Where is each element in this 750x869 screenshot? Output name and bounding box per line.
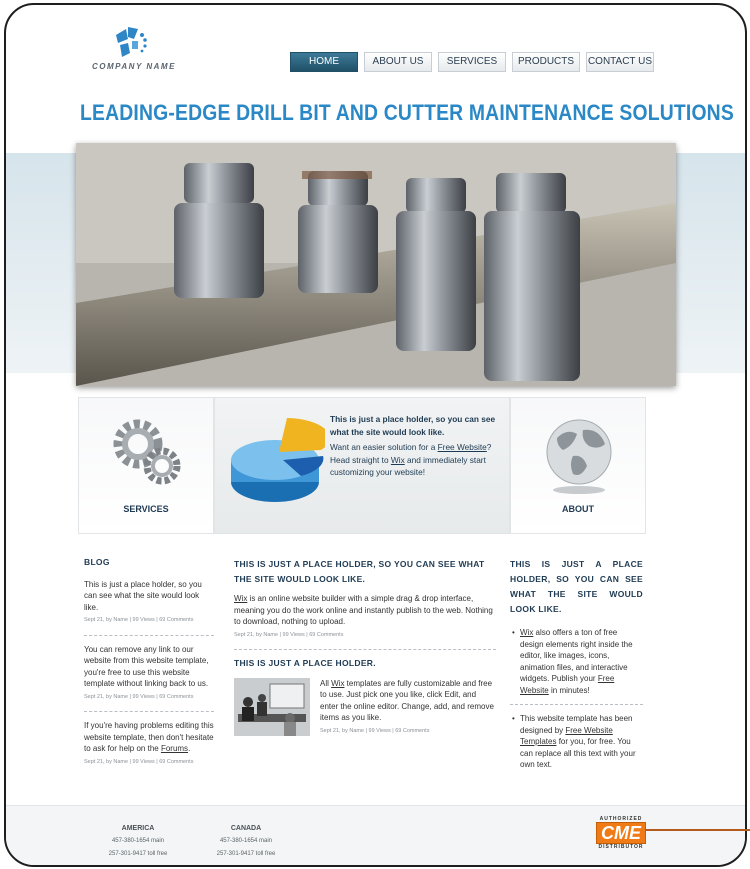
footer-america-tollfree: 257-301-9417 toll free	[108, 851, 168, 857]
footer-america-main: 457-380-1654 main	[111, 838, 165, 844]
blog-post-text	[84, 720, 214, 755]
blog-post-text-a: If you're having problems editing this website template, then don't hesitate to ask for help on the	[84, 721, 214, 753]
center-title-1: THIS IS JUST A PLACE HOLDER, SO YOU CAN SEE WHAT THE SITE WOULD LOOK LIKE.	[234, 559, 485, 584]
center-article	[234, 678, 496, 738]
badge-top-text: AUTHORIZED	[599, 816, 643, 822]
footer-america-title: AMERICA	[121, 825, 155, 832]
company-logo[interactable]	[92, 25, 212, 75]
footer-canada	[206, 822, 286, 861]
free-website-link[interactable]: Free Website	[437, 442, 487, 452]
page-headline: LEADING-EDGE DRILL BIT AND CUTTER MAINTENANCE SOLUTIONS	[80, 100, 734, 125]
wix-link[interactable]: Wix	[331, 678, 345, 688]
divider	[510, 704, 643, 705]
nav-services[interactable]: SERVICES	[438, 52, 506, 72]
footer	[6, 805, 745, 866]
right-bullet-1	[510, 627, 643, 696]
center-paragraph-2-text-b: templates are fully customizable and free to use. Just pick one you like, click Edit, and enter the online editor. Change, add, and remove items as you like.	[320, 678, 494, 722]
center-paragraph-2-text-a: All	[320, 678, 332, 688]
wix-link[interactable]: Wix	[390, 454, 405, 465]
bullet: •	[512, 628, 515, 637]
blog-post-2	[84, 644, 214, 704]
post-meta: Sept 21, by Name | 99 Views | 69 Comments	[84, 617, 194, 623]
footer-canada-title: CANADA	[230, 825, 262, 832]
feature-title: This is just a place holder, so you can see what the site would look like.	[330, 414, 496, 437]
services-label: SERVICES	[123, 504, 169, 514]
footer-canada-main: 457-380-1654 main	[219, 838, 273, 844]
feature-text-1: Want an easier solution for a	[330, 442, 438, 452]
nav-contact-us[interactable]: CONTACT US	[586, 52, 654, 72]
divider	[234, 649, 496, 650]
divider	[84, 711, 214, 712]
footer-america	[98, 822, 178, 861]
free-website-templates-link[interactable]: Free Website Templates	[520, 725, 613, 746]
nav-about-us[interactable]: ABOUT US	[364, 52, 432, 72]
center-title-2: THIS IS JUST A PLACE HOLDER.	[234, 658, 376, 668]
center-paragraph-1-text: is an online website builder with a simple drag & drop interface, meaning you do the work online and instantly publish to the web. Nothing to download, nothing to upload.	[234, 594, 493, 626]
blog-post-1	[84, 579, 214, 627]
feature-panel	[214, 397, 510, 534]
page-frame	[4, 3, 747, 867]
divider	[84, 635, 214, 636]
center-paragraph-2-body	[320, 678, 496, 724]
blog-post-text: You can remove any link to our website from this website template, you're free to use this website template without linking back to us.	[84, 644, 209, 688]
cme-distributor-badge	[596, 816, 646, 858]
right-title: THIS IS JUST A PLACE HOLDER, SO YOU CAN SEE WHAT THE SITE WOULD LOOK LIKE.	[510, 559, 643, 614]
services-panel[interactable]	[78, 397, 214, 534]
feature-text	[330, 413, 500, 479]
meeting-photo	[234, 678, 310, 736]
right-bullet-2-end: for you, for free. You can replace all this text with your own text.	[520, 737, 636, 769]
company-name: COMPANY NAME	[92, 62, 176, 71]
center-column	[234, 557, 496, 737]
about-label: ABOUT	[562, 504, 594, 514]
feature-body	[330, 441, 500, 479]
bullet: •	[512, 714, 515, 723]
blog-post-text-b: .	[188, 744, 191, 753]
blog-title: BLOG	[84, 557, 110, 567]
post-meta: Sept 21, by Name | 99 Views | 69 Comments	[84, 693, 194, 700]
free-website-link[interactable]: Free Website	[520, 674, 615, 695]
center-paragraph-1	[234, 593, 496, 628]
hero-photo-drill-bits	[76, 143, 676, 386]
right-bullet-1-text: also offers a ton of free design elements right inside the editor, like images, icons, animation files, and interactive widgets. Publish your	[520, 628, 633, 683]
right-bullet-2-text: This website template has been designed by	[520, 714, 633, 735]
right-bullet-1-end: in minutes!	[548, 685, 590, 695]
gears-icon	[112, 418, 184, 488]
post-meta: Sept 21, by Name | 99 Views | 69 Comments	[234, 631, 344, 638]
logo-mark-icon	[112, 25, 152, 61]
callout-line	[645, 829, 750, 831]
nav-products[interactable]: PRODUCTS	[512, 52, 580, 72]
main-nav	[290, 52, 654, 72]
right-column	[510, 557, 643, 771]
post-meta: Sept 21, by Name | 99 Views | 69 Comments	[84, 758, 194, 765]
hero-image	[76, 143, 676, 386]
post-meta: Sept 21, by Name | 99 Views | 69 Comments	[320, 727, 430, 734]
badge-bottom-text: DISTRIBUTOR	[598, 844, 644, 850]
wix-link[interactable]: Wix	[234, 594, 248, 603]
right-bullet-2	[510, 713, 643, 771]
globe-icon	[543, 416, 615, 496]
feature-text-3: and immediately start customizing your website!	[330, 454, 486, 477]
badge-brand: CME	[596, 822, 646, 844]
about-panel[interactable]	[510, 397, 646, 534]
center-paragraph-2	[320, 678, 496, 738]
wix-link[interactable]: Wix	[520, 628, 534, 637]
feature-text-2: ? Head straight to	[330, 442, 492, 465]
pie-chart-icon	[227, 410, 325, 510]
footer-canada-tollfree: 257-301-9417 toll free	[216, 851, 276, 857]
blog-post-3	[84, 720, 214, 768]
nav-home[interactable]: HOME	[290, 52, 358, 72]
blog-column	[84, 557, 214, 768]
blog-post-text: This is just a place holder, so you can see what the site would look like.	[84, 579, 202, 612]
forums-link[interactable]: Forums	[160, 744, 189, 753]
